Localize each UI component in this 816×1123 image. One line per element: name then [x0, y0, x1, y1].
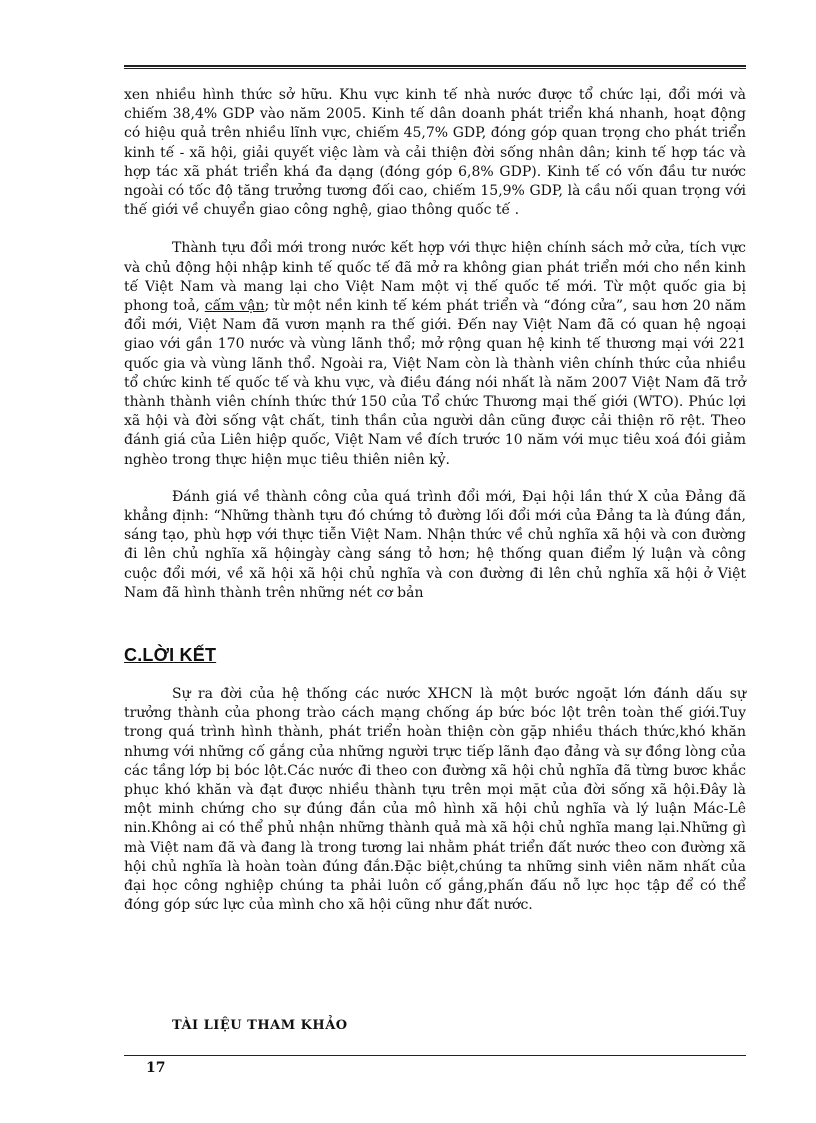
conclusion-heading: C.LỜI KẾT	[124, 645, 217, 665]
header-rule	[124, 65, 746, 69]
paragraph-text: Thành tựu đổi mới trong nước kết hợp với thực hiện chính sách mở cửa, tích vực và chủ động hội nhập kinh tế quốc tế đã mở ra không gian phát triển mới cho nền kinh tế Việt Nam và mang lại cho Việt Nam một vị thế quốc tế mới. Từ một quốc gia bị phong toả,	[124, 240, 746, 315]
paragraph-international-integration	[124, 239, 746, 469]
underlined-term: cấm vận	[204, 298, 265, 315]
paragraph-economic-sectors: xen nhiều hình thức sở hữu. Khu vực kinh tế nhà nước được tổ chức lại, đổi mới và chiếm 38,4% GDP vào năm 2005. Kinh tế dân doanh phát triển khá nhanh, hoạt động có hiệu quả trên nhiều lĩnh vực, chiếm 45,7% GDP, đóng góp quan trọng cho phát triển kinh tế - xã hội, giải quyết việc làm và cải thiện đời sống nhân dân; kinh tế hợp tác và hợp tác xã phát triển khá đa dạng (đóng góp 6,8% GDP). Kinh tế có vốn đầu tư nước ngoài có tốc độ tăng trưởng tương đối cao, chiếm 15,9% GDP, là cầu nối quan trọng với thế giới về chuyển giao công nghệ, giao thông quốc tế .	[124, 87, 746, 219]
footer-rule	[124, 1055, 746, 1056]
page-number: 17	[146, 1060, 166, 1076]
body-text	[124, 86, 746, 603]
conclusion-paragraph: Sự ra đời của hệ thống các nước XHCN là một bước ngoặt lớn đánh dấu sự trưởng thành của phong trào cách mạng chống áp bức bóc lột trên toàn thế giới.Tuy trong quá trình hình thành, phát triển hoàn thiện còn gặp nhiều thách thức,khó khăn nhưng với những cố gắng của những người trực tiếp lãnh đạo đảng và sự đồng lòng của các tầng lớp bị bóc lột.Các nước đi theo con đường xã hội chủ nghĩa đã từng bươc khắc phục khó khăn và đạt được nhiều thành tựu trên mọi mặt của đời sống xã hội.Đây là một minh chứng cho sự đúng đắn của mô hình xã hội chủ nghĩa và lý luận Mác-Lê nin.Không ai có thể phủ nhận những thành quả mà xã hội chủ nghĩa mang lại.Những gì mà Việt nam đã và đang là trong tương lai nhằm phát triển đất nước theo con đường xã hội chủ nghĩa là hoàn toàn đúng đắn.Đặc biệt,chúng ta những sinh viên năm nhất của đại học công nghiệp chúng ta phải luôn cố gắng,phấn đấu nỗ lực học tập để có thể đóng góp sức lực của mình cho xã hội cũng như đất nước.	[124, 686, 746, 914]
paragraph-congress-assessment: Đánh giá về thành công của quá trình đổi mới, Đại hội lần thứ X của Đảng đã khẳng định: “Những thành tựu đó chứng tỏ đường lối đổi mới của Đảng ta là đúng đắn, sáng tạo, phù hợp với thực tiễn Việt Nam. Nhận thức về chủ nghĩa xã hội và con đường đi lên chủ nghĩa xã hộingày càng sáng tỏ hơn; hệ thống quan điểm lý luận và công cuộc đổi mới, về xã hội xã hội chủ nghĩa và con đường đi lên chủ nghĩa xã hội ở Việt Nam đã hình thành trên những nét cơ bản	[124, 488, 746, 601]
paragraph-text: ; từ một nền kinh tế kém phát triển và “đóng cửa”, sau hơn 20 năm đổi mới, Việt Nam đã vươn mạnh ra thế giới. Đến nay Việt Nam đã có quan hệ ngoại giao với gần 170 nước và vùng lãnh thổ; mở rộng quan hệ kinh tế thương mại với 221 quốc gia và vùng lãnh thổ. Ngoài ra, Việt Nam còn là thành viên chính thức của nhiều tổ chức kinh tế quốc tế và khu vực, và điều đáng nói nhất là năm 2007 Việt Nam đã trở thành thành viên chính thức thứ 150 của Tổ chức Thương mại thế giới (WTO). Phúc lợi xã hội và đời sống vật chất, tinh thần của người dân cũng được cải thiện rõ rệt. Theo đánh giá của Liên hiệp quốc, Việt Nam về đích trước 10 năm với mục tiêu xoá đói giảm nghèo trong thực hiện mục tiêu thiên niên kỷ.	[124, 298, 746, 468]
references-heading: TÀI LIỆU THAM KHẢO	[172, 1018, 348, 1033]
conclusion-section	[124, 685, 746, 915]
